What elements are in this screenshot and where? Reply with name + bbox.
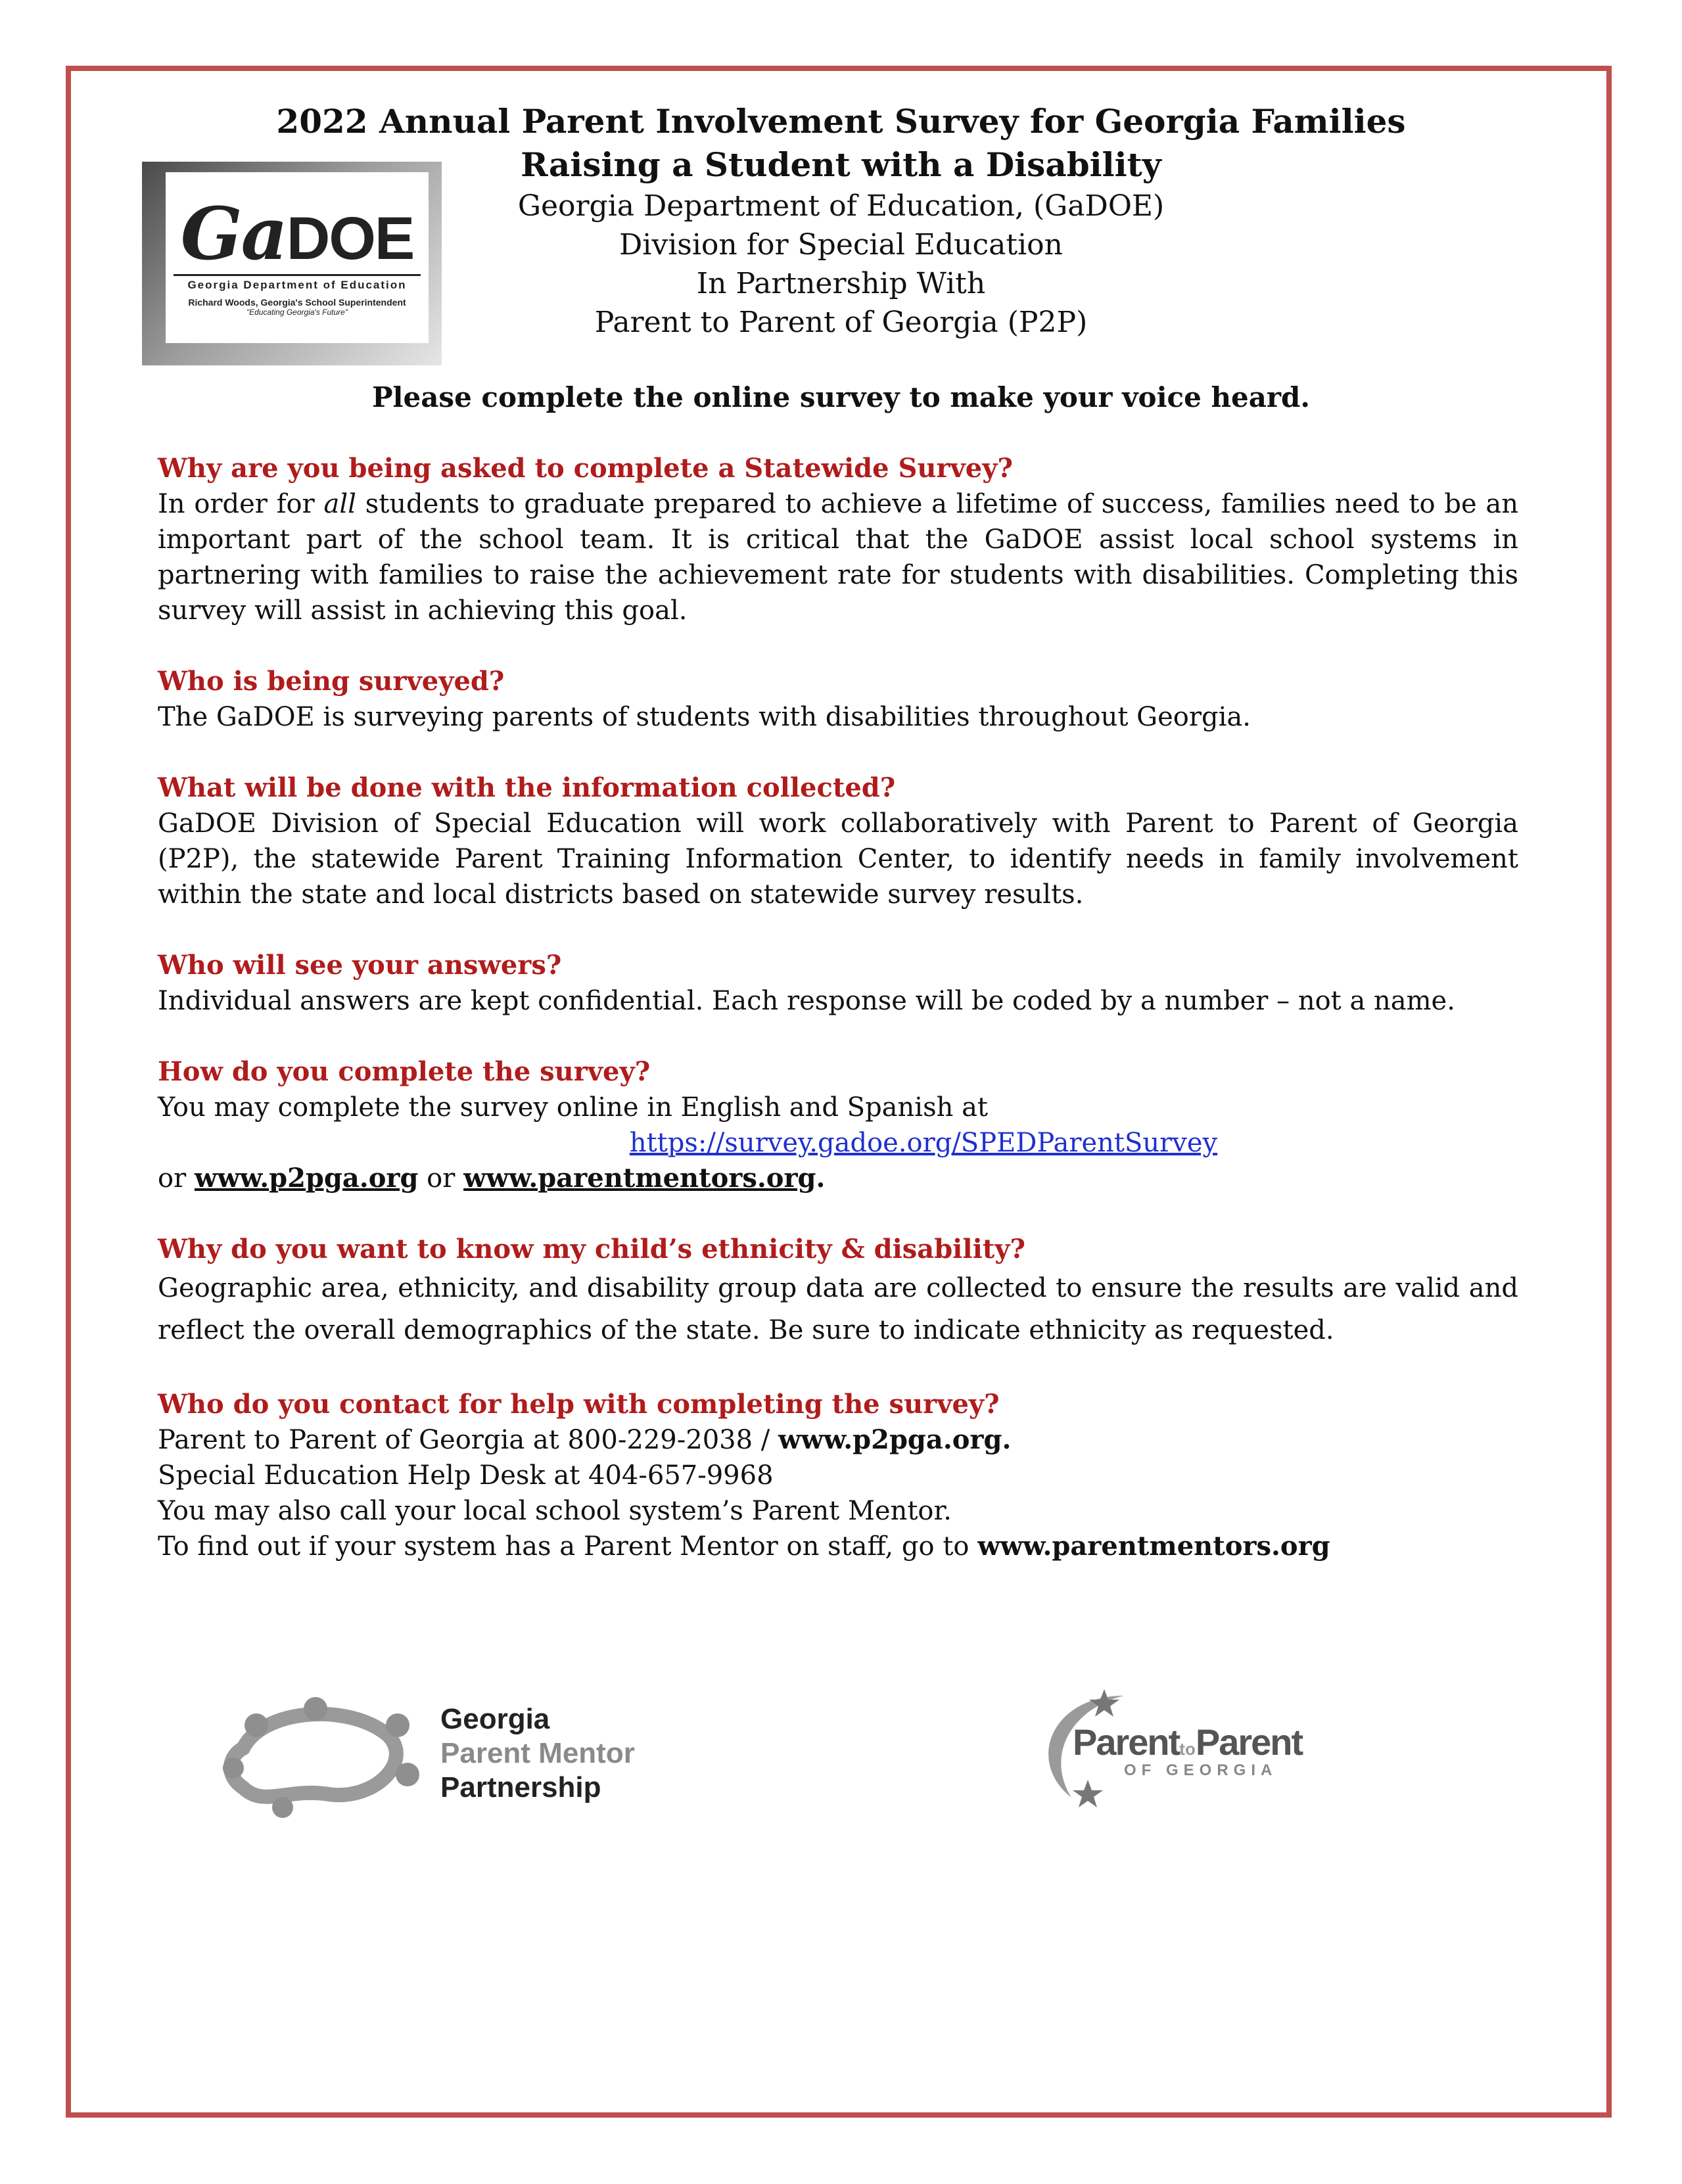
gadoe-logo [142,162,442,365]
heading-who: Who is being surveyed? [158,666,505,697]
alt-sites-line: or www.p2pga.org or www.parentmentors.org. [158,1163,826,1194]
survey-link-line [158,1125,1518,1161]
body-what: GaDOE Division of Special Education will work collaboratively with Parent to Parent of Georgia (P2P), the statewide Parent Training Information Center, to identify needs in family involvement within the state and local districts based on statewide survey results. [158,808,1518,910]
p2p-logo-text: ParenttoParent [1073,1721,1303,1763]
contact-line-2: Special Education Help Desk at 404-657-9968 [158,1460,774,1491]
heading-why: Why are you being asked to complete a Statewide Survey? [158,453,1013,484]
heading-contact: Who do you contact for help with completing the survey? [158,1389,1000,1420]
survey-link[interactable]: https://survey.gadoe.org/SPEDParentSurvey [629,1128,1218,1158]
contact-line-1: Parent to Parent of Georgia at 800-229-2038 / www.p2pga.org. [158,1424,1012,1455]
contact-line-4: To find out if your system has a Parent Mentor on staff, go to www.parentmentors.org [158,1531,1330,1562]
heading-what: What will be done with the information collected? [158,772,896,803]
parentmentors-contact-link[interactable]: www.parentmentors.org [977,1531,1330,1562]
p2pga-contact-link[interactable]: www.p2pga.org. [778,1424,1012,1455]
org-line-1: Georgia Department of Education, (GaDOE) [517,189,1165,223]
gadoe-logo-mark: GaDOE [180,191,414,276]
heading-how: How do you complete the survey? [158,1056,651,1087]
org-line-3: In Partnership With [696,267,986,300]
body-why: In order for all students to graduate prepared to achieve a lifetime of success, families need to be an important part of the school team. It is critical that the GaDOE assist local school systems in partnering with families to raise the achievement rate for students with disabilities. Completing this survey will assist in achieving this goal. [158,489,1518,626]
document-title: 2022 Annual Parent Involvement Survey for Georgia Families [276,102,1406,141]
gadoe-logo-line-1: Georgia Department of Education [174,274,421,292]
gadoe-logo-line-3: "Educating Georgia's Future" [246,308,348,317]
body-ethnicity: Geographic area, ethnicity, and disability group data are collected to ensure the results are valid and reflect the overall demographics of the state. Be sure to indicate ethnicity as requested. [158,1273,1518,1345]
p2pga-link[interactable]: www.p2pga.org [194,1163,419,1194]
heading-ethnicity: Why do you want to know my child’s ethnicity & disability? [158,1234,1025,1265]
gadoe-logo-line-2: Richard Woods, Georgia's School Superintendent [188,297,406,308]
document-subtitle: Raising a Student with a Disability [521,145,1161,184]
org-line-4: Parent to Parent of Georgia (P2P) [594,306,1088,339]
body-how: You may complete the survey online in English and Spanish at [158,1092,989,1123]
contact-line-3: You may also call your local school system’s Parent Mentor. [158,1496,952,1526]
org-line-2: Division for Special Education [619,228,1063,262]
p2p-logo [1025,1683,1367,1814]
gpmp-logo [217,1689,690,1821]
p2p-logo-subtitle: OF GEORGIA [1124,1761,1278,1779]
people-circle-icon [217,1689,427,1821]
gpmp-logo-text: Georgia Parent Mentor Partnership [440,1703,635,1803]
body-who: The GaDOE is surveying parents of students with disabilities throughout Georgia. [158,702,1251,732]
heading-see: Who will see your answers? [158,950,562,981]
body-see: Individual answers are kept confidential. Each response will be coded by a number – not a name. [158,986,1455,1016]
main-content [158,451,1518,1564]
parentmentors-link[interactable]: www.parentmentors.org [463,1163,816,1194]
callout: Please complete the online survey to make your voice heard. [371,381,1311,413]
